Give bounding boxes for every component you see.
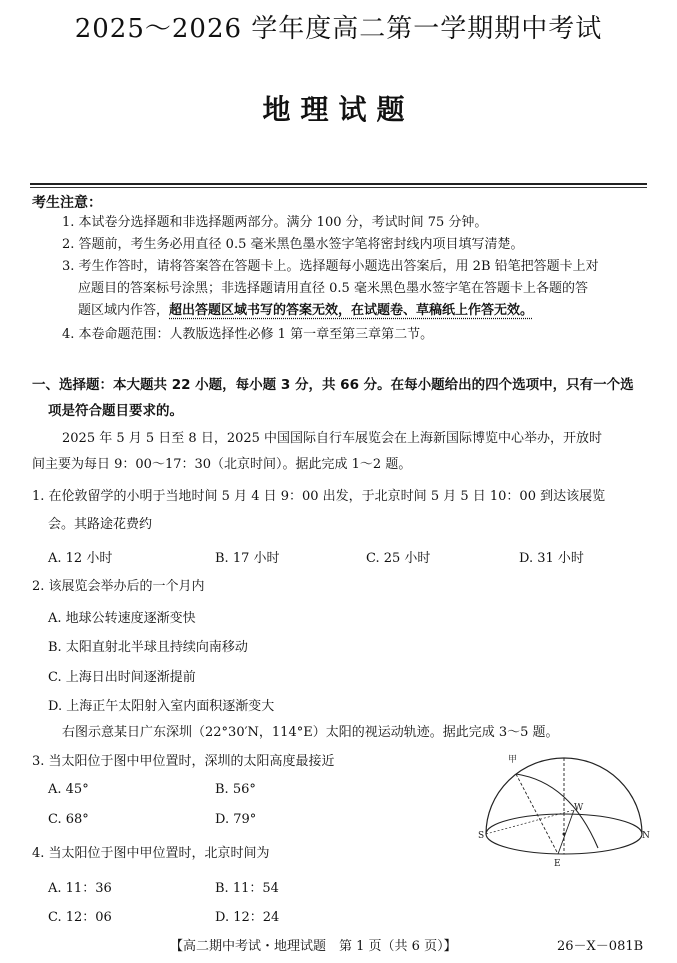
observer-point [563, 833, 566, 836]
q1-option-c: C. 25 小时 [366, 551, 431, 566]
q3-option-c: C. 68° [48, 812, 89, 827]
note-emphasis: 超出答题区域书写的答案无效，在试题卷、草稿纸上作答无效。 [169, 303, 534, 318]
note-item-2: 2. 答题前，考生务必用直径 0.5 毫米黑色墨水签字笔将密封线内项目填写清楚。 [62, 237, 524, 252]
note-item-4: 4. 本卷命题范围：人教版选择性必修 1 第一章至第三章第二节。 [62, 327, 434, 342]
q4-option-b: B. 11：54 [215, 881, 279, 896]
q2-option-d: D. 上海正午太阳射入室内面积逐渐变大 [48, 699, 275, 714]
figure-intro: 右图示意某日广东深圳（22°30′N，114°E）太阳的视运动轨迹。据此完成 3～5 题。 [62, 725, 559, 740]
q3-option-a: A. 45° [48, 782, 89, 797]
question-4-stem: 4. 当太阳位于图中甲位置时，北京时间为 [32, 846, 270, 861]
q4-option-d: D. 12：24 [215, 910, 280, 925]
q2-option-b: B. 太阳直射北半球且持续向南移动 [48, 640, 248, 655]
note-item-3-cont-2 [78, 302, 533, 320]
label-w: W [574, 803, 584, 813]
header-rule-thin [30, 187, 647, 188]
label-jia: 甲 [508, 755, 518, 765]
q1-option-a: A. 12 小时 [48, 551, 113, 566]
sun-path-arc [516, 774, 598, 848]
note-item-1: 1. 本试卷分选择题和非选择题两部分。满分 100 分，考试时间 75 分钟。 [62, 215, 488, 230]
exam-title: 2025～2026 学年度高二第一学期期中考试 [74, 14, 603, 44]
notes-heading: 考生注意： [32, 195, 102, 211]
q3-option-d: D. 79° [215, 812, 257, 827]
q1-option-d: D. 31 小时 [519, 551, 584, 566]
question-2-stem: 2. 该展览会举办后的一个月内 [32, 579, 205, 594]
shadow-line-2 [486, 810, 574, 834]
q4-option-a: A. 11：36 [48, 881, 112, 896]
material-intro-1: 2025 年 5 月 5 日至 8 日，2025 中国国际自行车展览会在上海新国际博览中心举办，开放时 [62, 431, 603, 446]
q1-option-b: B. 17 小时 [215, 551, 280, 566]
note-item-3-tail: 题区域内作答， [78, 303, 170, 318]
question-3-stem: 3. 当太阳位于图中甲位置时，深圳的太阳高度最接近 [32, 754, 335, 769]
footer-page-info: 【高二期中考试・地理试题 第 1 页（共 6 页）】 [170, 939, 457, 954]
subject-title: 地理试题 [262, 93, 415, 126]
question-1-stem-cont: 会。其路途花费约 [48, 517, 153, 532]
shadow-line-1 [558, 810, 574, 854]
q3-option-b: B. 56° [215, 782, 256, 797]
header-rule-thick [30, 183, 647, 185]
q2-option-c: C. 上海日出时间逐渐提前 [48, 670, 196, 685]
section-heading-cont: 项是符合题目要求的。 [48, 403, 183, 419]
q4-option-c: C. 12：06 [48, 910, 112, 925]
note-item-3: 3. 考生作答时，请将答案答在答题卡上。选择题每小题选出答案后，用 2B 铅笔把答题卡上对 [62, 259, 599, 274]
section-heading: 一、选择题：本大题共 22 小题，每小题 3 分，共 66 分。在每小题给出的四个选项中，只有一个选 [32, 377, 634, 393]
label-s: S [478, 831, 485, 841]
note-item-3-cont: 应题目的答案标号涂黑；非选择题请用直径 0.5 毫米黑色墨水签字笔在答题卡上各题的答 [78, 281, 588, 296]
label-n: N [642, 831, 650, 841]
material-intro-2: 间主要为每日 9：00～17：30（北京时间）。据此完成 1～2 题。 [32, 457, 412, 472]
sun-path-diagram [478, 752, 650, 878]
q2-option-a: A. 地球公转速度逐渐变快 [48, 611, 196, 626]
label-e: E [554, 859, 561, 869]
question-1-stem: 1. 在伦敦留学的小明于当地时间 5 月 4 日 9：00 出发，于北京时间 5 月 5 日 10：00 到达该展览 [32, 489, 606, 504]
footer-code: 26－X－081B [557, 939, 644, 954]
